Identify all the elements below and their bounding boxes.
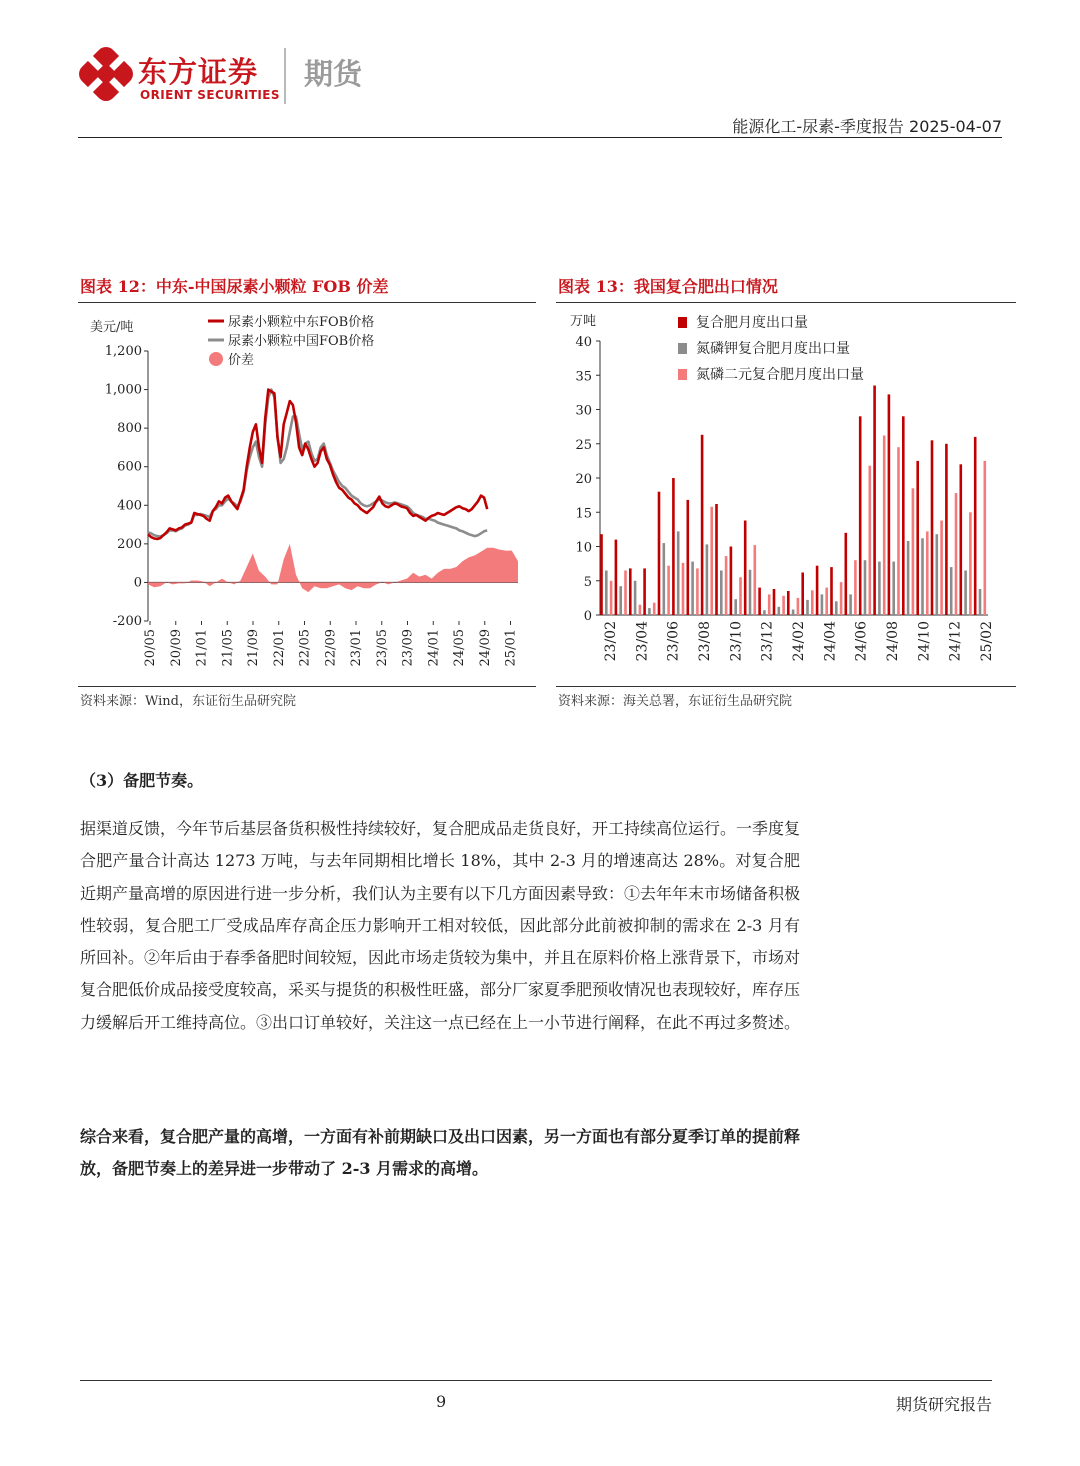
legend-swatch-bar-compound-total — [678, 317, 687, 328]
bar-np — [739, 577, 742, 615]
bar-compound-total — [643, 568, 646, 615]
x-tick-label: 24/04 — [822, 621, 839, 662]
orient-securities-logo — [78, 46, 134, 102]
bar-npk — [806, 600, 809, 615]
bar-np — [984, 461, 987, 615]
bar-npk — [634, 581, 637, 615]
series-spread-area — [148, 544, 518, 592]
y-tick-label: 600 — [117, 459, 142, 475]
bar-np — [624, 571, 627, 616]
bar-npk — [749, 570, 752, 615]
legend-swatch-bar-npk — [678, 343, 687, 354]
y-tick-label: 200 — [117, 536, 142, 552]
section-heading: （3）备肥节奏。 — [80, 771, 204, 790]
bar-npk — [950, 567, 953, 615]
bar-npk — [979, 589, 982, 615]
x-tick-label: 24/08 — [885, 621, 901, 662]
x-tick-label: 25/02 — [979, 621, 995, 662]
body-paragraph: 据渠道反馈，今年节后基层备货积极性持续较好，复合肥成品走货良好，开工持续高位运行。一季度复合肥产量合计高达 1273 万吨，与去年同期相比增长 18%，其中 2-3 月的增速高达 28%。对复合肥近期产量高增的原因进行进一步分析，我们认为主要有以下几方面因素导致：①去年年末市场储备积极性较弱，复合肥工厂受成品库存高企压力影响开工相对较低，因此部分此前被抑制的需求在 2-3 月有所回补。②年后由于春季备肥时间较短，因此市场走货较为集中，并且在原料价格上涨背景下，市场对复合肥低价成品接受度较高，采买与提货的积极性旺盛，部分厂家夏季肥预收情况也表现较好，库存压力缓解后开工维持高位。③出口订单较好，关注这一点已经在上一小节进行阐释，在此不再过多赘述。 — [80, 819, 801, 1032]
bar-compound-total — [888, 394, 891, 615]
figure12-top-rule — [78, 302, 536, 303]
series-middle-east-fob-line — [148, 390, 487, 539]
figure13-bottom-rule — [556, 686, 1016, 687]
bar-npk — [864, 560, 867, 615]
bar-np — [797, 598, 800, 615]
brand-name-cn: 东方证券 — [138, 55, 259, 89]
legend-swatch-bar-np — [678, 369, 687, 380]
x-tick-label: 23/02 — [603, 621, 619, 662]
bar-np — [639, 605, 642, 615]
bar-np — [926, 531, 929, 615]
x-tick-label: 24/05 — [452, 629, 468, 667]
bar-np — [610, 581, 613, 615]
x-tick-label: 23/06 — [665, 621, 682, 662]
x-tick-label: 23/05 — [374, 629, 390, 667]
x-tick-label: 23/09 — [400, 629, 416, 667]
brand-futures-label: 期货 — [304, 57, 363, 91]
bar-np — [653, 603, 656, 615]
page-number: 9 — [436, 1392, 447, 1411]
bar-compound-total — [974, 437, 977, 615]
footer-rule — [80, 1380, 992, 1381]
bar-np — [825, 588, 828, 615]
x-tick-label: 21/09 — [246, 629, 262, 667]
y-unit-label: 万吨 — [570, 314, 597, 329]
x-tick-label: 24/09 — [477, 629, 493, 667]
bar-npk — [907, 541, 910, 615]
y-tick-label: 30 — [575, 403, 592, 419]
footer-label: 期货研究报告 — [895, 1395, 992, 1414]
figure13-chart — [556, 305, 1016, 683]
bar-compound-total — [615, 540, 618, 615]
bar-compound-total — [873, 386, 876, 616]
legend-label: 复合肥月度出口量 — [696, 315, 808, 331]
x-tick-label: 24/06 — [853, 621, 870, 662]
bar-compound-total — [845, 533, 848, 615]
bar-np — [754, 545, 757, 615]
bar-np — [696, 568, 699, 615]
y-unit-label: 美元/吨 — [90, 320, 134, 335]
bar-np — [955, 493, 958, 615]
bar-compound-total — [600, 534, 603, 615]
bar-npk — [964, 571, 967, 616]
bar-npk — [878, 562, 881, 615]
legend-label: 尿素小颗粒中国FOB价格 — [228, 334, 375, 349]
figure12-title: 图表 12：中东-中国尿素小颗粒 FOB 价差 — [80, 277, 389, 296]
y-tick-label: 1,200 — [104, 344, 142, 359]
bar-np — [811, 590, 814, 615]
brand-divider — [284, 48, 286, 104]
bar-npk — [720, 571, 723, 616]
bar-compound-total — [816, 566, 819, 615]
x-tick-label: 21/05 — [220, 629, 236, 667]
bar-npk — [792, 610, 795, 616]
bar-npk — [936, 534, 939, 615]
y-tick-label: 400 — [117, 498, 142, 514]
bar-npk — [778, 607, 781, 615]
x-tick-label: 23/08 — [697, 621, 713, 662]
y-tick-label: 35 — [575, 369, 592, 385]
bar-compound-total — [801, 573, 804, 616]
figure13-top-rule — [556, 302, 1016, 303]
bar-compound-total — [744, 521, 747, 616]
bar-np — [840, 582, 843, 615]
header-rule — [78, 137, 1002, 138]
y-tick-label: 5 — [583, 574, 592, 590]
bar-compound-total — [902, 416, 905, 615]
legend-label: 价差 — [228, 353, 255, 368]
bar-npk — [763, 610, 766, 615]
bar-compound-total — [773, 589, 776, 615]
bar-compound-total — [830, 567, 833, 615]
conclusion-paragraph: 综合来看，复合肥产量的高增，一方面有补前期缺口及出口因素，另一方面也有部分夏季订单的提前释放，备肥节奏上的差异进一步带动了 2-3 月需求的高增。 — [80, 1127, 801, 1179]
y-tick-label: 0 — [583, 609, 592, 624]
bar-npk — [648, 608, 651, 615]
bar-npk — [619, 586, 622, 615]
legend-label: 尿素小颗粒中东FOB价格 — [228, 315, 375, 330]
bar-np — [682, 563, 685, 615]
bar-compound-total — [687, 500, 690, 615]
bar-compound-total — [701, 435, 704, 615]
figure12-source: 资料来源：Wind，东证衍生品研究院 — [80, 694, 296, 709]
figure13-source: 资料来源：海关总署，东证衍生品研究院 — [558, 694, 793, 709]
figure13-title: 图表 13：我国复合肥出口情况 — [558, 277, 778, 296]
x-tick-label: 24/01 — [426, 629, 442, 667]
x-tick-label: 23/04 — [634, 621, 651, 662]
bar-np — [940, 521, 943, 616]
bar-np — [782, 596, 785, 615]
bar-npk — [677, 531, 680, 615]
legend-label: 氮磷钾复合肥月度出口量 — [696, 341, 850, 357]
bar-compound-total — [758, 588, 761, 615]
bar-npk — [734, 599, 737, 615]
x-tick-label: 24/10 — [916, 621, 933, 662]
bar-compound-total — [715, 504, 718, 615]
bar-np — [667, 566, 670, 615]
legend-swatch-spread — [209, 352, 223, 366]
bar-compound-total — [787, 591, 790, 615]
bar-npk — [706, 544, 709, 615]
x-tick-label: 23/12 — [759, 621, 776, 662]
x-tick-label: 25/01 — [503, 629, 519, 667]
y-tick-label: 40 — [575, 335, 592, 350]
y-tick-label: 15 — [575, 506, 592, 522]
x-tick-label: 20/05 — [143, 629, 158, 667]
x-tick-label: 23/01 — [349, 629, 365, 667]
figure12-bottom-rule — [78, 686, 536, 687]
bar-np — [969, 512, 972, 615]
report-title: 能源化工-尿素-季度报告 2025-04-07 — [732, 117, 1002, 136]
bar-compound-total — [916, 461, 919, 615]
x-tick-label: 22/01 — [271, 629, 287, 667]
bar-compound-total — [859, 416, 862, 615]
y-tick-label: 800 — [117, 421, 142, 437]
bar-compound-total — [658, 492, 661, 615]
y-tick-label: 20 — [575, 472, 592, 487]
bar-np — [854, 560, 857, 615]
x-tick-label: 22/05 — [297, 629, 313, 667]
legend-label: 氮磷二元复合肥月度出口量 — [696, 367, 864, 383]
x-tick-label: 24/12 — [947, 621, 964, 662]
bar-npk — [821, 594, 824, 615]
x-tick-label: 22/09 — [323, 629, 339, 667]
x-tick-label: 24/02 — [791, 621, 807, 662]
y-tick-label: 10 — [575, 540, 592, 556]
bar-compound-total — [730, 547, 733, 616]
y-tick-label: 1,000 — [104, 382, 142, 398]
bar-np — [883, 436, 886, 616]
y-tick-label: 25 — [575, 437, 592, 453]
bar-npk — [605, 571, 608, 616]
figure12-chart — [78, 305, 538, 683]
bar-npk — [663, 543, 666, 615]
x-tick-label: 23/10 — [728, 621, 745, 662]
bar-np — [869, 466, 872, 615]
bar-compound-total — [629, 568, 632, 615]
bar-npk — [921, 538, 924, 615]
bar-npk — [892, 562, 895, 615]
y-tick-label: 0 — [133, 575, 142, 591]
x-tick-label: 20/09 — [168, 629, 184, 667]
bar-npk — [835, 601, 838, 615]
bar-np — [912, 488, 915, 615]
bar-compound-total — [945, 444, 948, 615]
bar-npk — [849, 594, 852, 615]
x-tick-label: 21/01 — [194, 629, 210, 667]
bar-np — [725, 556, 728, 615]
bar-np — [897, 447, 900, 615]
bar-compound-total — [960, 464, 963, 615]
bar-npk — [691, 562, 694, 615]
y-tick-label: -200 — [112, 614, 142, 629]
bar-np — [710, 507, 713, 615]
bar-np — [768, 594, 771, 615]
bar-compound-total — [672, 478, 675, 615]
brand-name-en: ORIENT SECURITIES — [140, 88, 280, 102]
bar-compound-total — [931, 440, 934, 615]
